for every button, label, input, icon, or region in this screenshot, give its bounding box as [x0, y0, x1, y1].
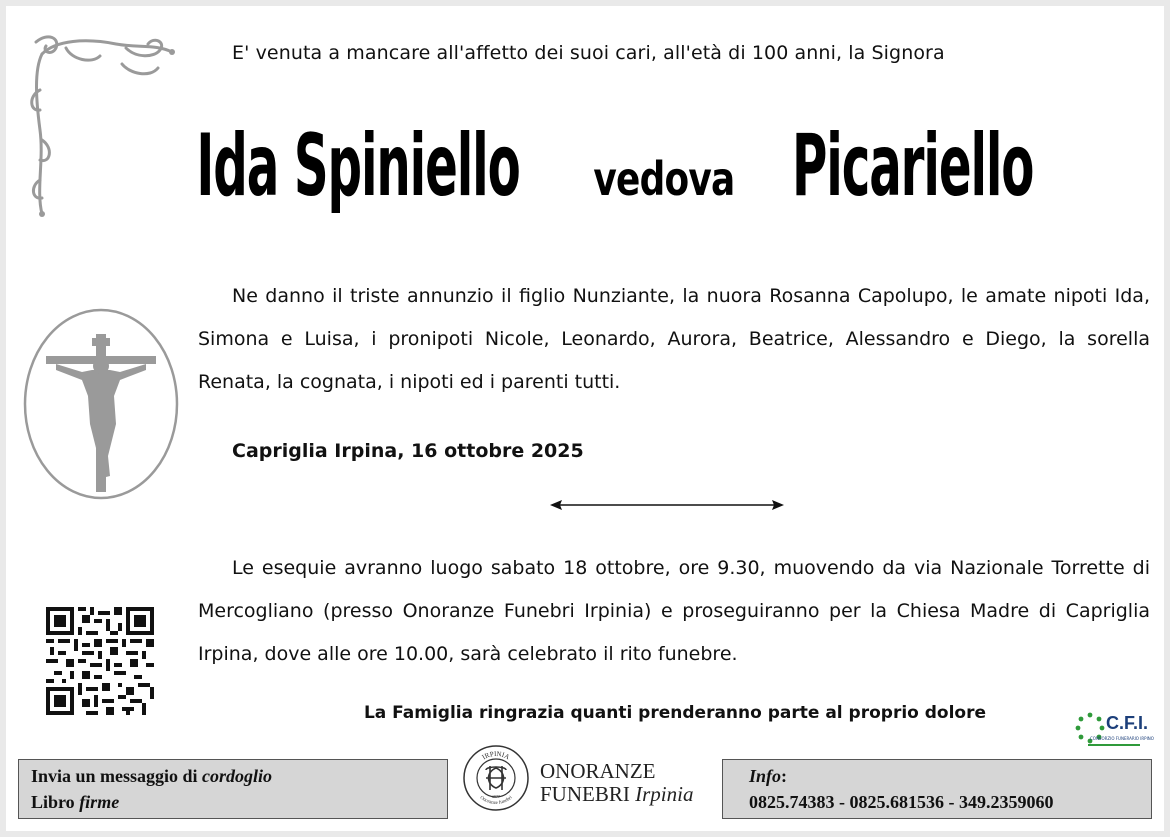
condolence-box[interactable]: [18, 759, 448, 819]
name-first: Ida Spiniello: [196, 116, 520, 216]
condolence-link[interactable]: Invia un messaggio di cordoglio: [31, 766, 273, 786]
seal-bottom-text: Onoranze funebri: [478, 795, 514, 807]
seal-year: 1977: [492, 794, 500, 799]
info-box: [722, 759, 1152, 819]
funeral-home-seal-icon: [462, 744, 530, 812]
guestbook-link[interactable]: Libro firme: [31, 792, 120, 812]
cfi-underline: [1088, 744, 1140, 746]
cfi-logo-text: C.F.I.: [1106, 713, 1149, 733]
info-label: Info:: [749, 766, 788, 786]
family-thanks: La Famiglia ringrazia quanti prenderanno parte al proprio dolore: [363, 703, 987, 723]
cfi-tagline: CONSORZIO FUNERARIO IRPINO: [1090, 736, 1154, 741]
place-date: Capriglia Irpina, 16 ottobre 2025: [232, 440, 584, 462]
intro-text: E' venuta a mancare all'affetto dei suoi cari, all'età di 100 anni, la Signora: [232, 42, 945, 64]
announcement-paragraph: Ne danno il triste annunzio il figlio Nunziante, la nuora Rosanna Capolupo, le amate nipoti Ida, Simona e Luisa, i pronipoti Nicole, Leonardo, Aurora, Beatrice, Alessandro e Diego, la sorella Renata, la cognata, i nipoti ed i parenti tutti.: [198, 285, 1150, 393]
qr-code-icon[interactable]: [46, 607, 154, 715]
deceased-name: [0, 116, 1170, 216]
seal-top-text: IRPINIA: [480, 749, 511, 762]
name-last: Picariello: [792, 116, 1034, 216]
company-line-1: ONORANZE: [540, 759, 656, 783]
company-line-2: FUNEBRI Irpinia: [540, 782, 694, 806]
double-arrow-divider: [548, 498, 786, 512]
funeral-home-name: [540, 760, 693, 806]
crucifix-icon: [22, 306, 180, 502]
funeral-paragraph: Le esequie avranno luogo sabato 18 ottobre, ore 9.30, muovendo da via Nazionale Torrette di Mercogliano (presso Onoranze Funebri Irpinia) e proseguiranno per la Chiesa Madre di Capriglia Irpina, dove alle ore 10.00, sarà celebrato il rito funebre.: [198, 557, 1150, 665]
phone-numbers[interactable]: 0825.74383 - 0825.681536 - 349.2359060: [749, 792, 1054, 812]
name-connector: vedova: [593, 152, 735, 206]
